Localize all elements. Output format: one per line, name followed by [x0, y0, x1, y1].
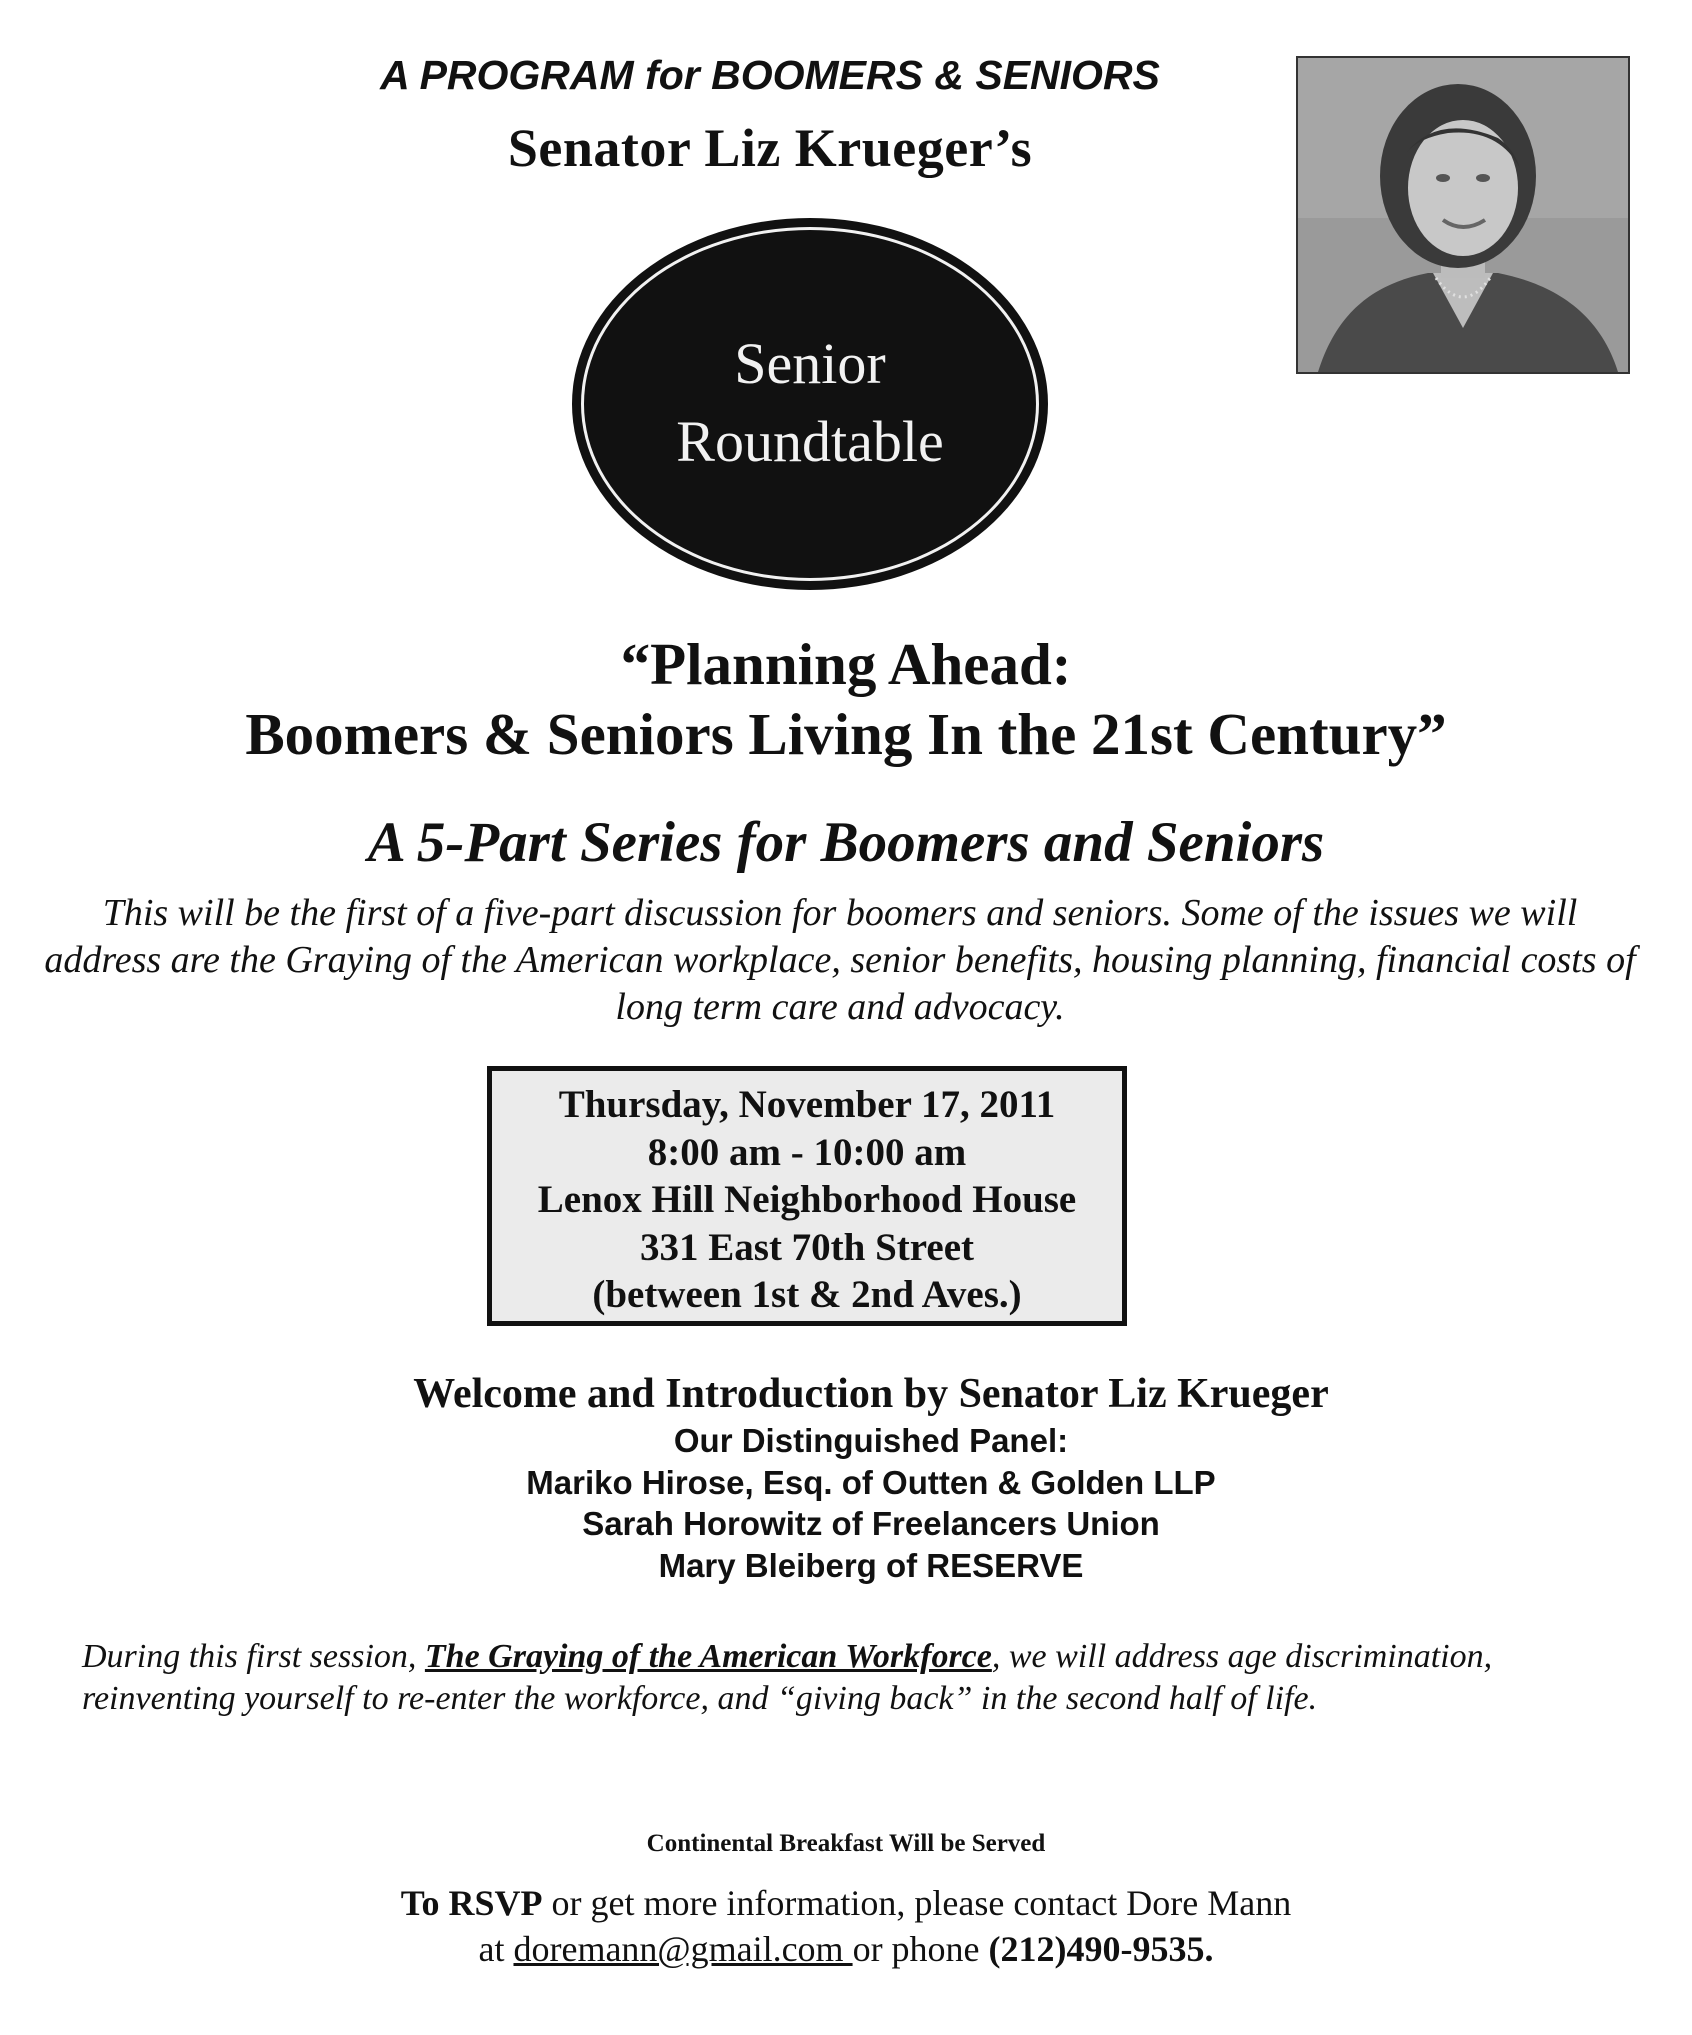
- logo-line-1: Senior: [734, 331, 886, 396]
- session-title: The Graying of the American Workforce: [424, 1638, 992, 1675]
- rsvp-at: at: [478, 1929, 514, 1969]
- breakfast-note: Continental Breakfast Will be Served: [646, 1830, 1046, 1857]
- event-cross-streets: (between 1st & 2nd Aves.): [592, 1273, 1022, 1316]
- panel-heading: Our Distinguished Panel:: [673, 1422, 1069, 1459]
- event-date: Thursday, November 17, 2011: [558, 1083, 1056, 1126]
- session-paragraph: [82, 1636, 1642, 1720]
- event-address: 331 East 70th Street: [640, 1225, 974, 1269]
- event-details-box: [487, 1066, 1127, 1326]
- session-body: , we will address age discrimination, reinventing yourself to re-enter the workforce, and “giving back” in the second half of life.: [82, 1638, 1493, 1717]
- event-venue: Lenox Hill Neighborhood House: [537, 1178, 1077, 1221]
- panel-member: Sarah Horowitz of Freelancers Union: [582, 1505, 1160, 1542]
- panel-member: Mary Bleiberg of RESERVE: [658, 1546, 1084, 1584]
- rsvp-phone-label: or phone: [852, 1929, 989, 1969]
- headline-line-2: Boomers & Seniors Living In the 21st Century”: [245, 701, 1447, 767]
- program-line: A PROGRAM for BOOMERS & SENIORS: [380, 52, 1160, 98]
- headline-line-1: “Planning Ahead:: [620, 631, 1072, 697]
- description-paragraph: This will be the first of a five-part discussion for boomers and seniors. Some of the issues we will address are the Graying of the American workplace, senior benefits, housing planning, financial costs of long term care and advocacy.: [44, 892, 1636, 1028]
- rsvp-block: [0, 1880, 1692, 1972]
- panel-member: Mariko Hirose, Esq. of Outten & Golden LLP: [526, 1463, 1216, 1501]
- rsvp-lead: To RSVP: [400, 1883, 543, 1923]
- logo-line-2: Roundtable: [676, 409, 944, 474]
- welcome-line: Welcome and Introduction by Senator Liz Krueger: [413, 1371, 1329, 1417]
- series-title: A 5-Part Series for Boomers and Seniors: [367, 811, 1325, 874]
- event-time: 8:00 am - 10:00 am: [647, 1130, 967, 1174]
- rsvp-line1: or get more information, please contact Dore Mann: [542, 1883, 1292, 1923]
- senior-roundtable-logo: [572, 218, 1048, 590]
- email-link[interactable]: doremann@gmail.com: [513, 1929, 853, 1969]
- phone-number: (212)490-9535.: [988, 1929, 1214, 1969]
- panel-list: [0, 1420, 1692, 1586]
- senator-portrait-photo: [1296, 56, 1630, 374]
- senator-title: Senator Liz Krueger’s: [507, 118, 1033, 178]
- session-intro: During this first session,: [82, 1638, 425, 1675]
